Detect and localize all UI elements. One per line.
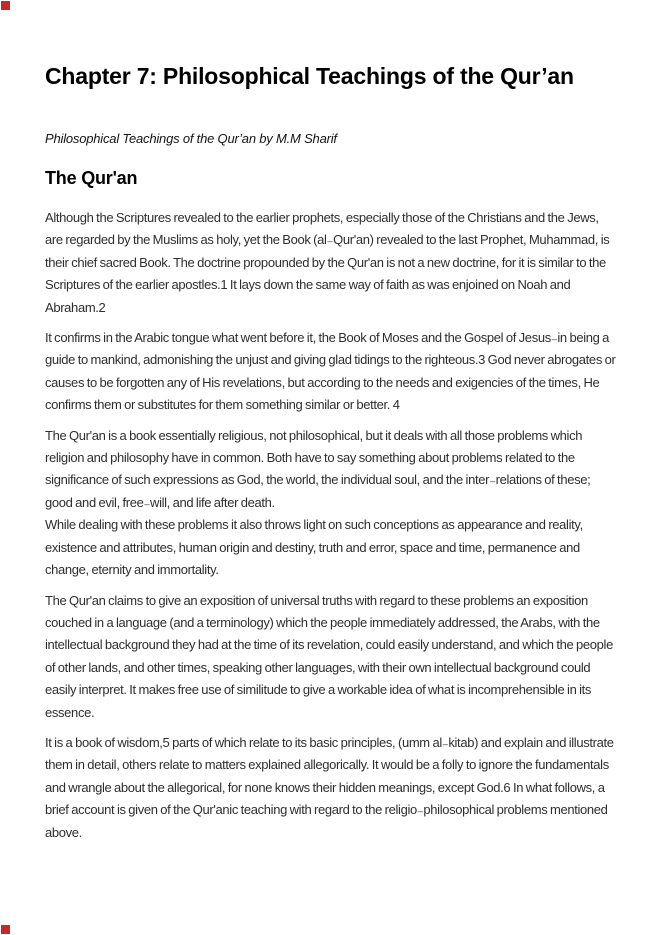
section-heading: The Qur'an — [45, 168, 138, 188]
document-content — [45, 0, 617, 844]
paragraph-5: It is a book of wisdom,5 parts of which relate to its basic principles, (umm al₋kitab) and explain and illustrate them in detail, others relate to matters explained allegorically. It would be a folly to ignore the fundamentals and wrangle about the allegorical, for none knows their hidden meanings, except God.6 In what follows, a brief account is given of the Qur'anic teaching with regard to the religio₋philosophical problems mentioned above. — [45, 734, 614, 840]
paragraph-3-continued: While dealing with these problems it also throws light on such conceptions as appearance and reality, existence and attributes, human origin and destiny, truth and error, space and time, permanence and change, eternity and immortality. — [45, 517, 583, 578]
red-corner-marker-top — [1, 1, 10, 10]
chapter-title: Chapter 7: Philosophical Teachings of the Qur’an — [45, 63, 574, 89]
red-corner-marker-bottom — [1, 925, 10, 934]
paragraph-3: The Qur'an is a book essentially religious, not philosophical, but it deals with all those problems which religion and philosophy have in common. Both have to say something about problems related to the significance of such expressions as God, the world, the individual soul, and the inter₋relations of these; good and evil, free₋will, and life after death. — [45, 427, 591, 510]
paragraph-1: Although the Scriptures revealed to the earlier prophets, especially those of the Christians and the Jews, are regarded by the Muslims as holy, yet the Book (al₋Qur'an) revealed to the last Prophet, Muhammad, is their chief sacred Book. The doctrine propounded by the Qur'an is not a new doctrine, for it is similar to the Scriptures of the earlier apostles.1 It lays down the same way of faith as was enjoined on Noah and Abraham.2 — [45, 210, 610, 315]
paragraph-4: The Qur'an claims to give an exposition of universal truths with regard to these problems an exposition couched in a language (and a terminology) which the people immediately addressed, the Arabs, with the intellectual background they had at the time of its revelation, could easily understand, and which the people of other lands, and other times, speaking other languages, with their own intellectual background could easily interpret. It makes free use of similitude to give a workable idea of what is incomprehensible in its essence. — [45, 592, 613, 720]
document-subtitle: Philosophical Teachings of the Qur’an by M.M Sharif — [45, 131, 337, 146]
paragraph-2: It confirms in the Arabic tongue what went before it, the Book of Moses and the Gospel of Jesus₋in being a guide to mankind, admonishing the unjust and giving glad tidings to the righteous.3 God never abrogates or causes to be forgotten any of His revelations, but according to the needs and exigencies of the times, He confirms them or substitutes for them something similar or better. 4 — [45, 330, 616, 413]
